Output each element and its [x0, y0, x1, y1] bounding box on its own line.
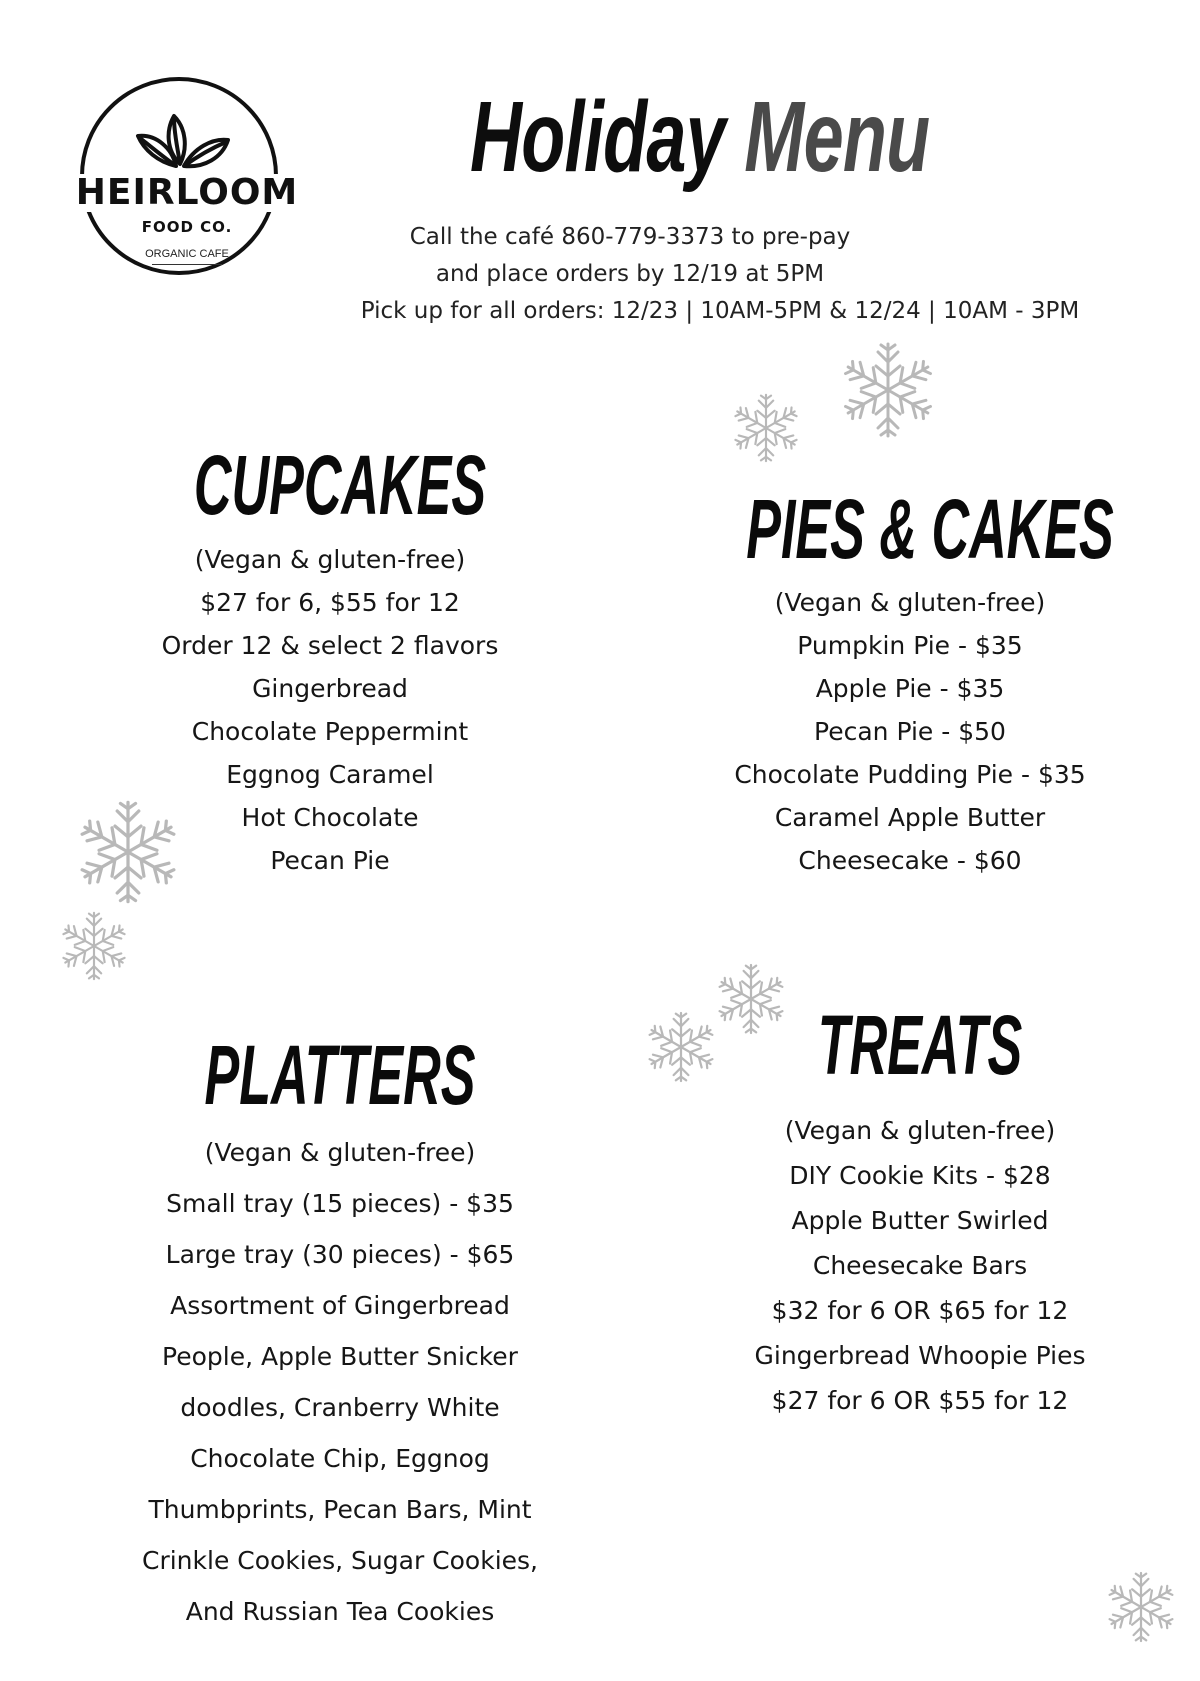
pies-menu-item: Pumpkin Pie - $35	[797, 631, 1023, 660]
cupcakes-menu-item: Order 12 & select 2 flavors	[161, 631, 499, 660]
snowflake-icon	[58, 910, 130, 982]
cupcakes-menu-item: Eggnog Caramel	[226, 760, 434, 789]
platters-menu-item: Chocolate Chip, Eggnog	[190, 1444, 490, 1473]
snowflake-icon	[714, 962, 788, 1036]
snowflake-icon	[1104, 1570, 1178, 1644]
platters-list	[70, 1127, 610, 1637]
title-word-holiday: Holiday	[470, 81, 726, 193]
platters-menu-item: Crinkle Cookies, Sugar Cookies,	[142, 1546, 538, 1575]
pies-menu-item: Cheesecake - $60	[798, 846, 1022, 875]
snowflake-icon	[74, 798, 182, 906]
treats-menu-item: $27 for 6 OR $55 for 12	[771, 1386, 1069, 1415]
cupcakes-menu-item: (Vegan & gluten-free)	[194, 545, 466, 574]
snowflake-icon	[730, 392, 802, 464]
treats-menu-item: (Vegan & gluten-free)	[784, 1116, 1056, 1145]
pies-menu-item: (Vegan & gluten-free)	[774, 588, 1046, 617]
leaf-icon	[138, 116, 228, 166]
snowflake-icon	[838, 340, 938, 440]
treats-list	[660, 1108, 1180, 1423]
pies-menu-item: Pecan Pie - $50	[814, 717, 1006, 746]
info-line-pickup: Pick up for all orders: 12/23 | 10AM-5PM & 12/24 | 10AM - 3PM	[360, 298, 1080, 324]
treats-menu-item: Gingerbread Whoopie Pies	[754, 1341, 1086, 1370]
cupcakes-menu-item: Hot Chocolate	[241, 803, 419, 832]
platters-menu-item: Thumbprints, Pecan Bars, Mint	[148, 1495, 532, 1524]
section-heading-cupcakes: CUPCAKES	[193, 438, 487, 532]
pies-cakes-list	[630, 581, 1190, 882]
section-heading-platters: PLATTERS	[204, 1028, 476, 1122]
logo-subtitle: FOOD CO.	[141, 218, 233, 236]
info-line-call: Call the café 860-779-3373 to pre-pay	[409, 224, 851, 250]
cupcakes-menu-item: Pecan Pie	[270, 846, 390, 875]
platters-menu-item: doodles, Cranberry White	[180, 1393, 500, 1422]
logo-tagline: ORGANIC CAFE	[145, 248, 229, 260]
page-title	[470, 81, 930, 202]
section-heading-treats: TREATS	[817, 998, 1023, 1092]
section-heading-pies-cakes: PIES & CAKES	[746, 482, 1114, 576]
platters-menu-item: Small tray (15 pieces) - $35	[166, 1189, 514, 1218]
platters-menu-item: Large tray (30 pieces) - $65	[165, 1240, 515, 1269]
treats-menu-item: Cheesecake Bars	[812, 1251, 1028, 1280]
treats-menu-item: DIY Cookie Kits - $28	[789, 1161, 1051, 1190]
platters-menu-item: People, Apple Butter Snicker	[162, 1342, 518, 1371]
pies-menu-item: Chocolate Pudding Pie - $35	[734, 760, 1086, 789]
platters-menu-item: Assortment of Gingerbread	[170, 1291, 510, 1320]
title-word-menu: Menu	[744, 81, 930, 193]
logo-divider	[152, 264, 222, 265]
cupcakes-menu-item: $27 for 6, $55 for 12	[200, 588, 460, 617]
snowflake-icon	[644, 1010, 718, 1084]
platters-menu-item: And Russian Tea Cookies	[185, 1597, 495, 1626]
treats-menu-item: Apple Butter Swirled	[791, 1206, 1049, 1235]
cupcakes-menu-item: Gingerbread	[252, 674, 408, 703]
cupcakes-menu-item: Chocolate Peppermint	[191, 717, 469, 746]
pies-menu-item: Caramel Apple Butter	[774, 803, 1046, 832]
cafe-logo	[62, 72, 312, 292]
platters-menu-item: (Vegan & gluten-free)	[204, 1138, 476, 1167]
pies-menu-item: Apple Pie - $35	[815, 674, 1005, 703]
logo-brand-name: HEIRLOOM	[62, 174, 312, 212]
info-line-deadline: and place orders by 12/19 at 5PM	[435, 261, 825, 287]
treats-menu-item: $32 for 6 OR $65 for 12	[771, 1296, 1069, 1325]
